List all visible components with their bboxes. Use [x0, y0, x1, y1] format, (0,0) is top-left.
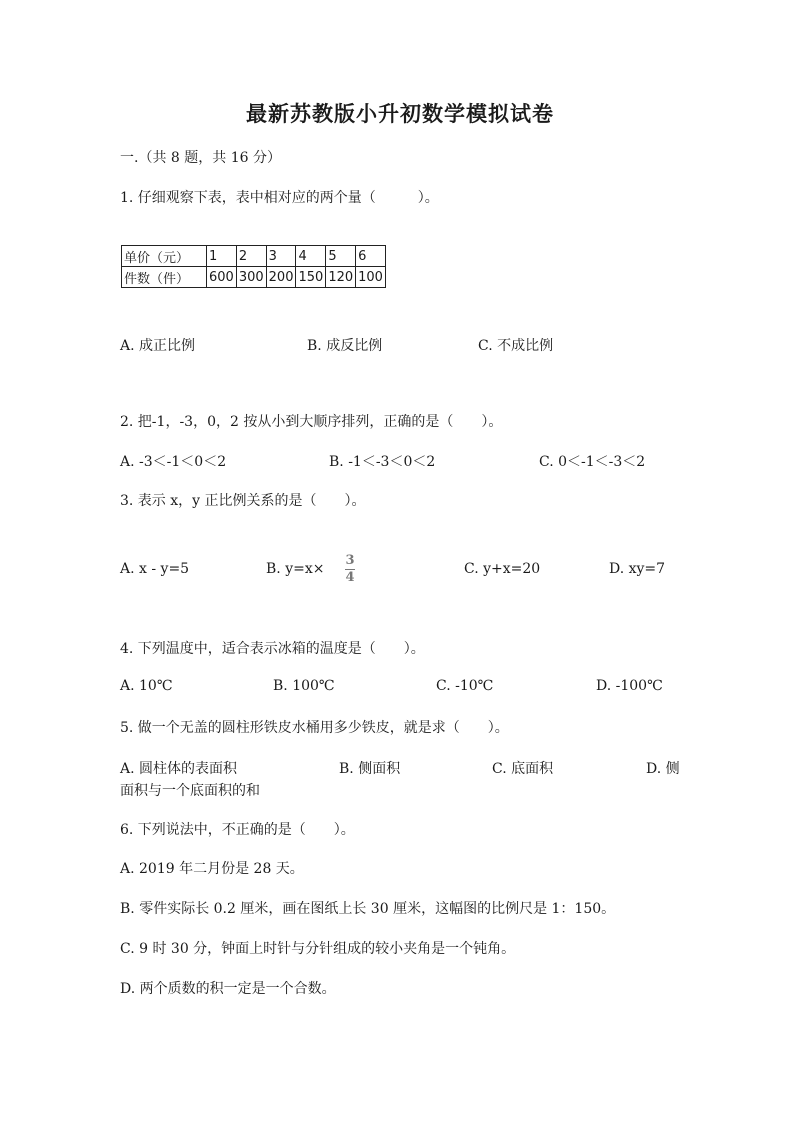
table-cell: 1	[207, 246, 237, 267]
table-cell: 4	[296, 246, 326, 267]
question-3-option-b: B. y=x×	[266, 561, 325, 577]
question-3-option-d: D. xy=7	[609, 561, 666, 577]
question-6-stem: 6. 下列说法中，不正确的是（ ）。	[120, 822, 355, 838]
section-header: 一.（共 8 题，共 16 分）	[120, 150, 281, 166]
table-cell: 5	[326, 246, 356, 267]
question-3-stem: 3. 表示 x，y 正比例关系的是（ ）。	[120, 493, 366, 509]
table-row	[122, 267, 386, 288]
question-4-option-a: A. 10℃	[120, 678, 173, 694]
question-5-option-d-continued: 面积与一个底面积的和	[120, 783, 260, 799]
question-1-option-a: A. 成正比例	[120, 338, 196, 354]
question-6-option-c: C. 9 时 30 分，钟面上时针与分针组成的较小夹角是一个钝角。	[120, 941, 516, 957]
price-quantity-table	[121, 245, 386, 288]
table-cell: 6	[356, 246, 386, 267]
table-row	[122, 246, 386, 267]
question-3-option-c: C. y+x=20	[464, 561, 541, 577]
question-2-option-b: B. -1＜-3＜0＜2	[329, 454, 436, 470]
table-cell: 150	[296, 267, 326, 288]
fraction-denominator: 4	[345, 570, 355, 585]
table-row-label: 单价（元）	[122, 246, 207, 267]
question-4-option-b: B. 100℃	[273, 678, 335, 694]
question-6-option-a: A. 2019 年二月份是 28 天。	[120, 861, 304, 877]
question-5-stem: 5. 做一个无盖的圆柱形铁皮水桶用多少铁皮，就是求（ ）。	[120, 720, 509, 736]
question-1-stem: 1. 仔细观察下表，表中相对应的两个量（ ）。	[120, 190, 439, 206]
question-2-stem: 2. 把-1，-3，0，2 按从小到大顺序排列，正确的是（ ）。	[120, 414, 503, 430]
question-3-option-a: A. x - y=5	[120, 561, 190, 577]
question-5-option-b: B. 侧面积	[339, 761, 401, 777]
table-cell: 2	[236, 246, 266, 267]
question-4-option-d: D. -100℃	[596, 678, 663, 694]
table-cell: 300	[236, 267, 266, 288]
question-6-option-d: D. 两个质数的积一定是一个合数。	[120, 981, 336, 997]
question-1-option-b: B. 成反比例	[307, 338, 383, 354]
fraction-numerator: 3	[345, 553, 355, 568]
table-cell: 200	[266, 267, 296, 288]
question-2-option-c: C. 0＜-1＜-3＜2	[539, 454, 646, 470]
question-5-option-c: C. 底面积	[492, 761, 554, 777]
question-5-option-d: D. 侧	[646, 761, 680, 777]
table-cell: 600	[207, 267, 237, 288]
table-cell: 120	[326, 267, 356, 288]
question-1-option-c: C. 不成比例	[478, 338, 554, 354]
page-title: 最新苏教版小升初数学模拟试卷	[246, 102, 554, 126]
question-5-option-a: A. 圆柱体的表面积	[120, 761, 238, 777]
table-row-label: 件数（件）	[122, 267, 207, 288]
fraction-three-quarters	[345, 552, 355, 585]
question-4-stem: 4. 下列温度中，适合表示冰箱的温度是（ ）。	[120, 641, 425, 657]
question-4-option-c: C. -10℃	[436, 678, 494, 694]
question-2-option-a: A. -3＜-1＜0＜2	[120, 454, 227, 470]
table-cell: 100	[356, 267, 386, 288]
table-cell: 3	[266, 246, 296, 267]
question-6-option-b: B. 零件实际长 0.2 厘米，画在图纸上长 30 厘米，这幅图的比例尺是 1：150。	[120, 901, 616, 917]
